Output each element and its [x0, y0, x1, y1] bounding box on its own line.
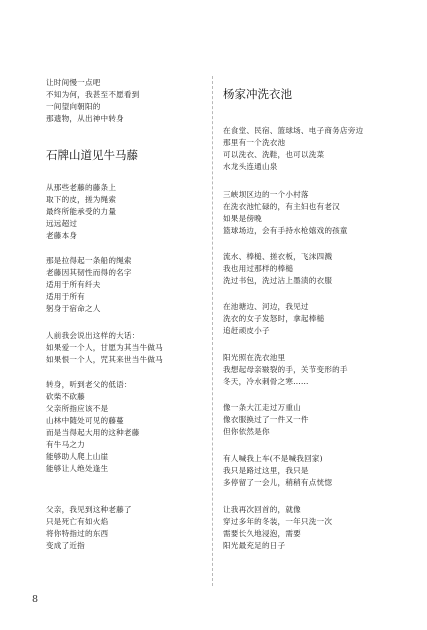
poem-line: 只是死亡有如火焰	[46, 517, 109, 526]
poem-line: 从那些老藤的藤条上	[46, 183, 117, 192]
poem-line: 需要长久地浸泡，需要	[223, 529, 301, 538]
poem-line: 有人喊我上车(不是喊我回家)	[223, 454, 323, 463]
poem-line: 山林中随处可见的藤蔓	[46, 416, 124, 425]
poem-line: 穿过多年的冬装，一年只洗一次	[223, 517, 333, 526]
poem-line: 有牛马之力	[46, 440, 85, 449]
poem-line: 在食堂、民宿、篮球场、电子商务店旁边	[223, 126, 364, 135]
poem-line: 但你依然是你	[223, 427, 270, 436]
poem-line: 让我再次回首的，就像	[223, 505, 301, 514]
poem-line: 那遗物，从出神中转身	[46, 114, 124, 123]
poem-line: 那里有一个洗衣池	[223, 138, 286, 147]
poem-line: 像一条大江走过万重山	[223, 403, 301, 412]
poem-line: 流水、棒槌、搓衣板，飞沫四溅	[223, 252, 333, 261]
poem-line: 老藤本身	[46, 231, 78, 240]
poem-line: 最终所能承受的力量	[46, 207, 117, 216]
poem-line: 像衣服换过了一件又一件	[223, 415, 309, 424]
poem-line: 适用于所有纤夫	[46, 280, 101, 289]
poem-line: 我只是路过这里，我只是	[223, 466, 309, 475]
poem-line: 阳光最充足的日子	[223, 541, 286, 550]
poem-line: 阳光照在洗衣池里	[223, 353, 286, 362]
poem-line: 在洗衣池忙碌的，有主妇也有老汉	[223, 202, 340, 211]
poem-line: 转身，听到老父的低语：	[46, 380, 132, 389]
poem-title: 杨家冲洗衣池	[223, 87, 292, 101]
poem-line: 躬身于宿命之人	[46, 304, 101, 313]
poem-line: 父亲所指应该不是	[46, 404, 109, 413]
poem-line: 不知为何，我甚至不愿看到	[46, 90, 140, 99]
poem-line: 远远超过	[46, 219, 78, 228]
poem-line: 父亲，我见到这种老藤了	[46, 505, 132, 514]
poem-title: 石牌山道见牛马藤	[46, 148, 138, 162]
column-divider	[212, 76, 213, 586]
poem-line: 可以洗衣、洗鞋，也可以洗菜	[223, 150, 325, 159]
poem-line: 老藤因其韧性而得的名字	[46, 268, 132, 277]
poem-line: 如果爱一个人，甘愿为其当牛做马	[46, 343, 163, 352]
poem-line: 在池塘边、河边，我见过	[223, 302, 309, 311]
poem-line: 多停留了一会儿，稍稍有点恍惚	[223, 478, 333, 487]
poem-line: 砍柴不砍藤	[46, 392, 85, 401]
poem-line: 一间望向朝阳的	[46, 102, 101, 111]
poem-line: 洗衣的女子发怒时，拿起棒槌	[223, 314, 325, 323]
poem-line: 洗过书包，洗过沾上墨渍的衣服	[223, 276, 333, 285]
poem-line: 篮球场边，会有手持水枪嬉戏的孩童	[223, 226, 348, 235]
poem-line: 如果恨一个人，咒其来世当牛做马	[46, 355, 163, 364]
page-number: 8	[32, 594, 39, 605]
poem-line: 将你特指过的东西	[46, 529, 109, 538]
poem-line: 我也用过那样的棒槌	[223, 264, 294, 273]
poem-line: 适用于所有	[46, 292, 85, 301]
poem-line: 能够助人爬上山崖	[46, 452, 109, 461]
poem-line: 变成了近指	[46, 541, 85, 550]
poem-line: 我想起母亲皲裂的手，关节变形的手	[223, 365, 348, 374]
poem-line: 人前我会说出这样的大话：	[46, 331, 140, 340]
poem-line: 让时间慢一点吧	[46, 78, 101, 87]
poem-line: 而是当得起大用的这种老藤	[46, 428, 140, 437]
poem-line: 取下的皮，搓为绳索	[46, 195, 117, 204]
poem-line: 三峡坝区边的一个小村落	[223, 190, 309, 199]
poem-line: 那是拉得起一条船的绳索	[46, 256, 132, 265]
poem-line: 水龙头连通山泉	[223, 162, 278, 171]
poem-line: 冬天，冷水刺骨之寒……	[223, 377, 309, 386]
poem-line: 追赶顽皮小子	[223, 326, 270, 335]
poem-line: 如果是傍晚	[223, 214, 262, 223]
poem-line: 能够让人绝处逢生	[46, 464, 109, 473]
